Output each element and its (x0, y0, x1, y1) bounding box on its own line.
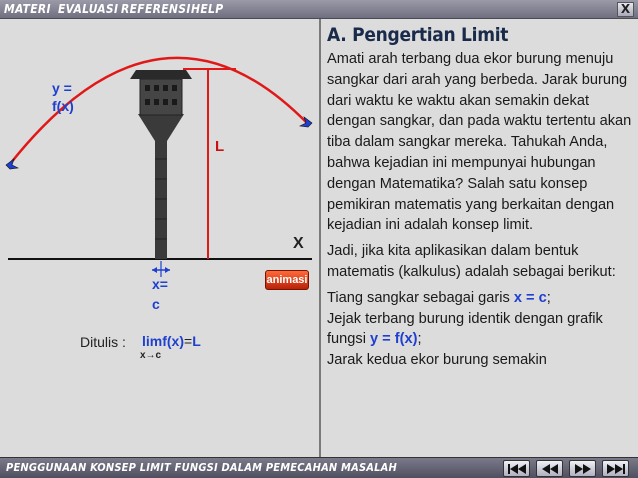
limit-equals: = (184, 333, 193, 349)
section-title: A. Pengertian Limit (327, 24, 509, 46)
paragraph-intro: Amati arah terbang dua ekor burung menuju sangkar dari arah yang berbeda. Jarak burung dari waktu ke waktu akan semakin dekat dengan sangkar, dan pada waktu tertentu akan tiba dalam sangkar mereka. Tahukah Anda, bahwa kejadian ini mempunyai hubungan dengan Matematika? Salah satu konsep pemikiran matematis yang berkaitan dengan kejadian ini adalah konsep limit. (327, 51, 632, 234)
illustration-canvas (0, 19, 320, 457)
skip-forward-icon (607, 464, 625, 474)
menu-bar (0, 0, 638, 19)
p3-highlight: x = c (513, 289, 547, 306)
paragraph-application: Jadi, jika kita aplikasikan dalam bentuk matematis (kalkulus) adalah sebagai berikut: (327, 243, 616, 280)
close-button[interactable]: X (617, 2, 634, 17)
paragraph-pole (327, 288, 632, 371)
p4-highlight: y = f(x) (370, 331, 418, 348)
nav-prev-button[interactable] (536, 460, 563, 477)
menu-item-evaluasi[interactable]: EVALUASI (58, 2, 119, 16)
p4-prefix: Jejak terbang burung identik dengan grafik fungsi (327, 310, 603, 348)
menu-item-help[interactable]: HELP (191, 2, 224, 16)
rewind-icon (541, 464, 559, 474)
limit-function: limf(x) (142, 333, 184, 349)
limit-illustration (0, 19, 320, 457)
birdhouse-roof (130, 70, 192, 79)
bird-left-icon (6, 159, 18, 169)
y-equals-fx-label: y = f(x) (52, 80, 74, 114)
p3-suffix: ; (546, 289, 551, 306)
p5-text: Jarak kedua ekor burung semakin (327, 352, 547, 369)
p3-prefix: Tiang sangkar sebagai garis (327, 289, 514, 306)
fast-forward-icon (574, 464, 592, 474)
nav-last-button[interactable] (602, 460, 629, 477)
limit-subscript: x→c (140, 350, 162, 361)
text-panel (321, 19, 638, 457)
skip-back-icon (508, 464, 526, 474)
nav-first-button[interactable] (503, 460, 530, 477)
menu-item-referensi[interactable]: REFERENSI (121, 2, 191, 16)
ditulis-label: Ditulis : (80, 334, 126, 350)
bottom-title: PENGGUNAAN KONSEP LIMIT FUNGSI DALAM PEMECAHAN MASALAH (6, 461, 397, 474)
bottom-bar (0, 457, 638, 478)
birdhouse-body (140, 79, 182, 115)
limit-value: L (192, 333, 201, 349)
l-label: L (215, 138, 225, 155)
nav-next-button[interactable] (569, 460, 596, 477)
tower-funnel (138, 114, 184, 141)
animasi-button[interactable]: animasi (265, 270, 309, 290)
x-axis-label: X (293, 235, 304, 252)
limit-expression (142, 333, 201, 349)
p4-suffix: ; (417, 331, 422, 348)
menu-item-materi[interactable]: MATERI (4, 2, 51, 16)
x-equals-c-label: x= c (152, 276, 168, 312)
